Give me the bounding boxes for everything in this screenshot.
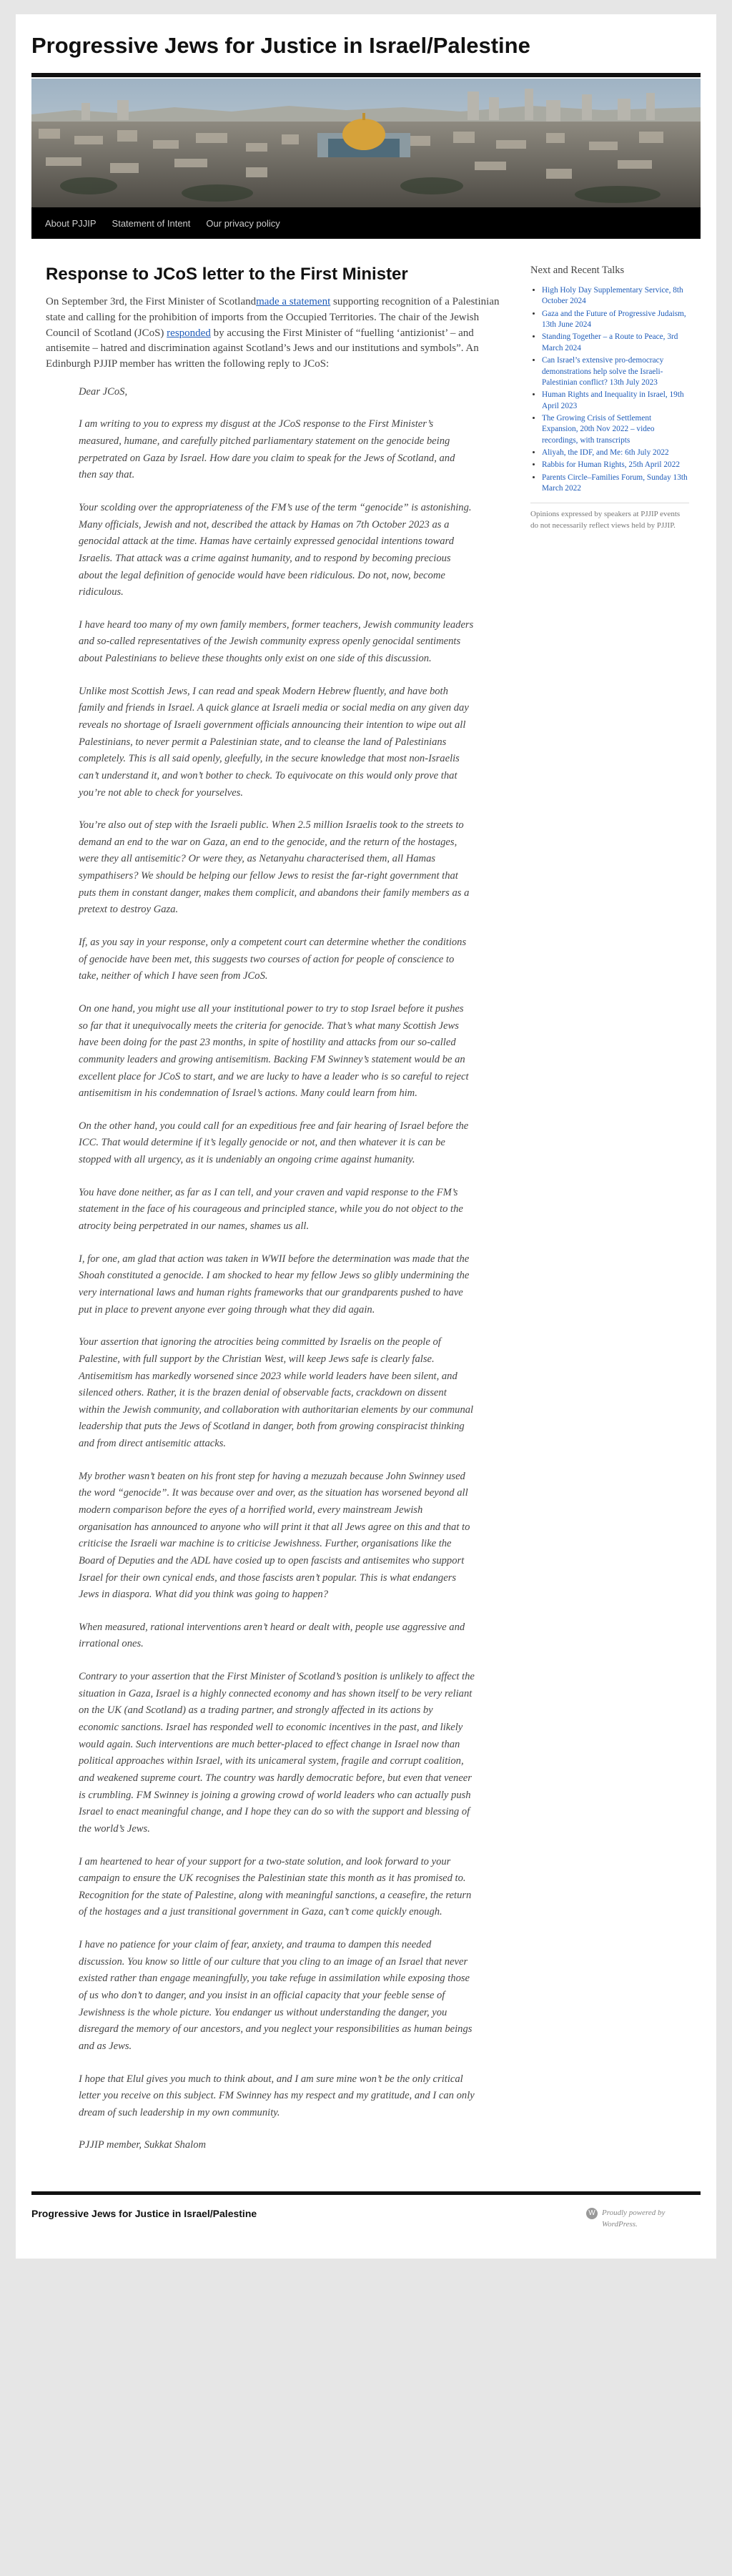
jerusalem-skyline-image — [31, 79, 701, 207]
post-title: Response to JCoS letter to the First Minister — [46, 265, 408, 284]
letter-blockquote — [46, 384, 503, 2154]
talk-link[interactable]: Human Rights and Inequality in Israel, 19th April 2023 — [542, 390, 684, 410]
letter-paragraph: I have heard too many of my own family members, former teachers, Jewish community leaders and so-called representatives of the Jewish community express openly genocidal sentiments about Palestinians to believe these thoughts only exist on one side of this discussion. — [79, 618, 474, 665]
letter-paragraph: When measured, rational interventions aren’t heard or dealt with, people use aggressive and irrational ones. — [79, 1621, 465, 1650]
talk-item — [542, 355, 689, 388]
main-navigation — [31, 207, 701, 239]
letter-paragraph: I, for one, am glad that action was taken in WWII before the determination was made that the Shoah constituted a genocide. I am shocked to hear my fellow Jews so glibly undermining the very international laws and human rights frameworks that our grandparents pushed to have put in place to prevent anyone ever going through what they did again. — [79, 1253, 470, 1316]
talk-item — [542, 309, 689, 331]
nav-statement-of-intent[interactable]: Statement of Intent — [112, 217, 191, 229]
letter-paragraph: On the other hand, you could call for an expeditious free and fair hearing of Israel before the ICC. That would determine if it’s legally genocide or not, and then whatever it is can be stopped with all urgency, as it is undeniably an ongoing crime against humanity. — [79, 1120, 469, 1166]
sidebar — [530, 265, 701, 2170]
made-a-statement-link[interactable]: made a statement — [256, 296, 331, 307]
page — [16, 14, 716, 2259]
header-image — [31, 79, 701, 207]
talk-link[interactable]: High Holy Day Supplementary Service, 8th October 2024 — [542, 286, 683, 306]
letter-paragraph: Contrary to your assertion that the First Minister of Scotland’s position is unlikely to affect the situation in Gaza, Israel is a highly connected economy and has shown itself to be very reliant on the UK (and Scotland) as a trading partner, and strongly affected in its actions by economic sanctions. Israel has responded well to economic incentives in the past, and likely would again. Such interventions are much better-placed to effect change in Israel now than political approaches within Israel, with its unicameral system, fragile and corrupt coalition, and weakened supreme court. The country was hardly democratic before, but even that veneer is crumbling. FM Swinney is joining a growing crowd of world leaders who can actually push Israel to enact meaningful change, and I hope they can do so with the support and blessing of the world’s Jews. — [79, 1671, 475, 1835]
letter-paragraph: I hope that Elul gives you much to think about, and I am sure mine won’t be the only critical letter you receive on this subject. FM Swinney has my respect and my gratitude, and I can only dream of such leadership in my own community. — [79, 2073, 475, 2118]
letter-paragraph: My brother wasn’t beaten on his front step for having a mezuzah because John Swinney used the word “genocide”. It was because over and over, as the situation has worsened beyond all modern comparison before the eyes of a horrified world, every mainstream Jewish organisation has announced to anyone who will print it that all Jews agree on this and that to criticise the Israeli war machine is to criticise Jewishness. Further, organisations like the Board of Deputies and the ADL have cosied up to open fascists and antisemites who support Israel for their own cynical ends, and those fascists aren’t popular. This is what endangers Jews in diaspora. What did you think was going to happen? — [79, 1470, 470, 1601]
talk-item — [542, 285, 689, 307]
talk-item — [542, 473, 689, 495]
talk-link[interactable]: Can Israel’s extensive pro-democracy demonstrations help solve the Israeli-Palestinian conflict? 13th July 2023 — [542, 356, 664, 387]
talk-item — [542, 332, 689, 354]
talks-list — [530, 285, 689, 494]
intro-text-2: supporting recognition of a Palestinian state and calling for the prohibition of imports from the Occupied Territories. The chair of the Jewish Council of Scotland (JCoS) — [46, 296, 500, 339]
talk-link[interactable]: The Growing Crisis of Settlement Expansion, 20th Nov 2022 – video recordings, with transcripts — [542, 413, 655, 445]
talk-link[interactable]: Standing Together – a Route to Peace, 3rd March 2024 — [542, 332, 678, 352]
letter-paragraph: Unlike most Scottish Jews, I can read and speak Modern Hebrew fluently, and have both family and friends in Israel. A quick glance at Israeli media or social media on any given day reveals no shortage of Israeli government officials announcing their intention to wipe out all Palestinians, to never permit a Palestinian state, and to cleanse the land of Palestinians completely. This is all said openly, gleefully, in the secure knowledge that most non-Israelis can’t understand it, and won’t bother to check. To equivocate on this would only prove that you’re not able to check for yourselves. — [79, 685, 469, 799]
letter-paragraph: Your scolding over the appropriateness of the FM’s use of the term “genocide” is astonishing. Many officials, Jewish and not, described the attack by Hamas on 7th October 2023 as a genocidal attack at the time. Hamas have certainly expressed genocidal intentions toward Israelis. That attack was a crime against humanity, and to respond by becoming precious about the legal definition of genocide would have been ridiculous. Do not, now, become ridiculous. — [79, 501, 472, 598]
powered-by-link[interactable]: Proudly powered by WordPress. — [602, 2209, 666, 2229]
letter-paragraph: On one hand, you might use all your institutional power to try to stop Israel before it pushes so far that it unequivocally meets the criteria for genocide. That’s what many Scottish Jews have been doing for the past 23 months, in spite of hostility and attacks from our so-called community leaders and growing antisemitism. Backing FM Swinney’s statement would be an excellent place for JCoS to start, and we are lucky to have a leader who is so careful to reject antisemitism in his condemnation of Israel’s actions. Many could learn from him. — [79, 1002, 469, 1100]
site-footer — [31, 2195, 701, 2237]
letter-paragraph: I am writing to you to express my disgust at the JCoS response to the First Minister’s measured, humane, and carefully pitched parliamentary statement on the genocide being perpetrated on Gaza by Israel. How dare you claim to speak for the Jews of Scotland, and then say that. — [79, 418, 455, 481]
letter-paragraph: If, as you say in your response, only a competent court can determine whether the conditions of genocide have been met, this suggests two courses of action for people of conscience to take, neither of which I have seen from JCoS. — [79, 937, 467, 982]
content-area — [31, 239, 701, 2170]
talk-item — [542, 460, 689, 470]
letter-paragraph: You’re also out of step with the Israeli public. When 2.5 million Israelis took to the streets to demand an end to the war on Gaza, an end to the genocide, and the return of the hostages, were they all antisemitic? Or were they, as Netanyahu characterised them, all Hamas sympathisers? We should be helping our fellow Jews to resist the far-right government that puts them in constant danger, makes them complicit, and abandons their family members as a pretext to destroy Gaza. — [79, 819, 470, 916]
talk-link[interactable]: Rabbis for Human Rights, 25th April 2022 — [542, 460, 680, 470]
letter-paragraph: You have done neither, as far as I can tell, and your craven and vapid response to the FM’s statement in the face of his courageous and principled stance, while you do not object to the atrocity being perpetrated in our names, shames us all. — [79, 1186, 463, 1233]
letter-paragraph: I am heartened to hear of your support for a two-state solution, and look forward to your campaign to ensure the UK recognises the Palestinian state this month as it has promised to. Recognition for the state of Palestine, along with meaningful sanctions, a ceasefire, the return of the hostages and a just transitional government in Gaza, can’t come quickly enough. — [79, 1855, 472, 1918]
footer-site-title[interactable]: Progressive Jews for Justice in Israel/Palestine — [31, 2208, 257, 2220]
powered-by — [586, 2208, 701, 2230]
talk-link[interactable]: Parents Circle–Families Forum, Sunday 13th March 2022 — [542, 473, 688, 493]
nav-about[interactable]: About PJJIP — [45, 217, 97, 229]
responded-link[interactable]: responded — [167, 327, 211, 339]
nav-privacy-policy[interactable]: Our privacy policy — [206, 217, 280, 229]
disclaimer-note: Opinions expressed by speakers at PJJIP events do not necessarily reflect views held by PJJIP. — [530, 510, 681, 531]
letter-paragraph: Dear JCoS, — [79, 385, 128, 398]
main-content — [31, 265, 503, 2170]
letter-signature: PJJIP member, Sukkat Shalom — [79, 2139, 207, 2151]
intro-text-3: by accusing the First Minister of “fuelling ‘antizionist’ – and antisemite – hatred and discrimination against Scotland’s Jews and our institutions and symbols”. An Edinburgh PJJIP member has written the following reply to JCoS: — [46, 327, 479, 370]
talk-item — [542, 413, 689, 446]
sidebar-heading: Next and Recent Talks — [530, 265, 625, 276]
post-intro — [46, 295, 503, 372]
talk-link[interactable]: Aliyah, the IDF, and Me: 6th July 2022 — [542, 448, 669, 458]
header-rule — [31, 73, 701, 77]
letter-paragraph: I have no patience for your claim of fear, anxiety, and trauma to dampen this needed discussion. You know so little of our culture that you cling to an image of an Israel that never existed rather than engage meaningfully, you take refuge in assimilation while exposing those of us who don’t to danger, and you insist in an official capacity that your feeble sense of Jewishness is the whole picture. You endanger us without understanding the danger, you disregard the memory of our ancestors, and you neglect your responsibilities as human beings and as Jews. — [79, 1939, 473, 2052]
talk-item — [542, 390, 689, 412]
talk-link[interactable]: Gaza and the Future of Progressive Judaism, 13th June 2024 — [542, 309, 686, 330]
site-title[interactable]: Progressive Jews for Justice in Israel/Palestine — [31, 33, 530, 58]
wordpress-icon: W — [586, 2208, 598, 2219]
talk-item — [542, 448, 689, 458]
letter-paragraph: Your assertion that ignoring the atrocities being committed by Israelis on the people of Palestine, with full support by the Christian West, will keep Jews safe is clearly false. Antisemitism has markedly worsened since 2023 while world leaders have been silent, and silenced others. Rather, it is the brazen denial of observable facts, crackdown on dissent within the Jewish community, and collaboration with authoritarian elements by our communal leadership that puts the Jews of Scotland in danger, both from growing conspiracist thinking and from direct antisemitic attacks. — [79, 1336, 474, 1450]
intro-text-1: On September 3rd, the First Minister of Scotland — [46, 296, 257, 307]
